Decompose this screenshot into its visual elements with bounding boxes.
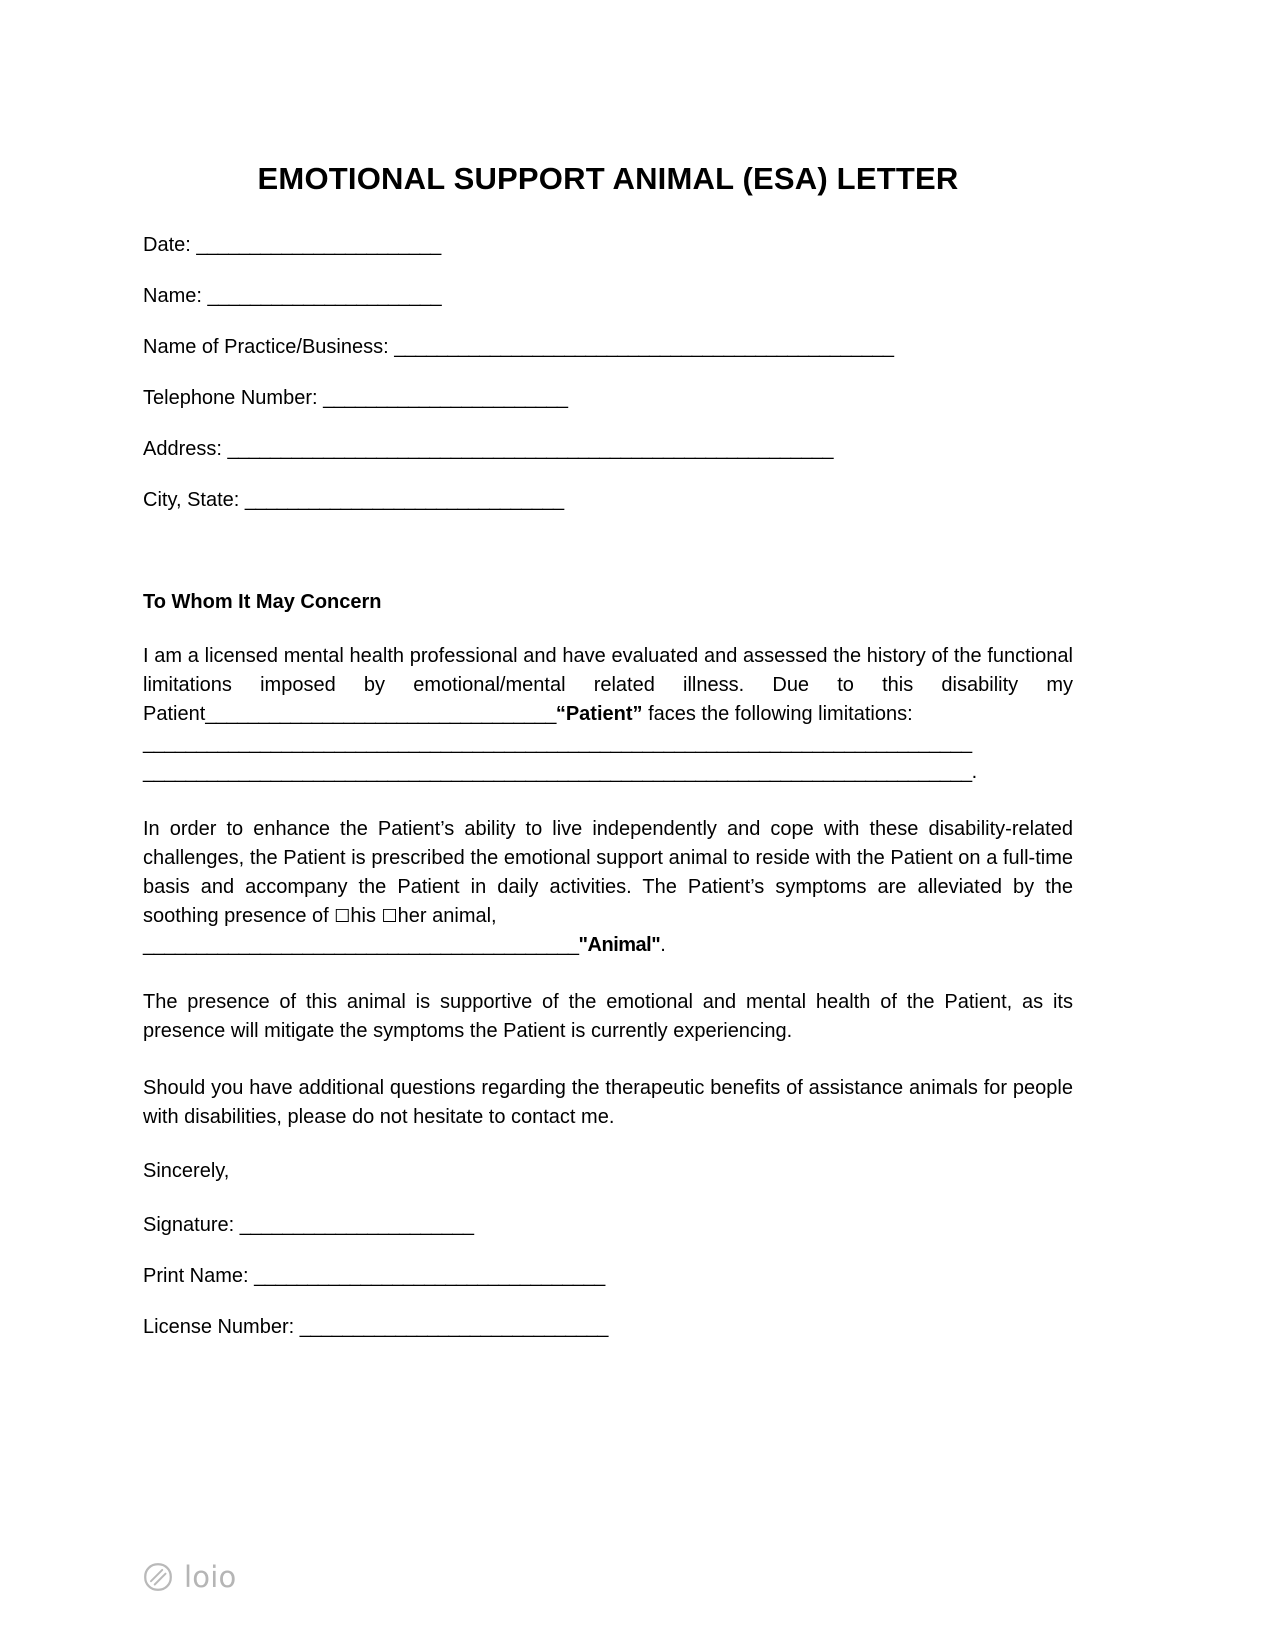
field-row-license-number bbox=[143, 1315, 1073, 1340]
field-label-practice-business: Name of Practice/Business: bbox=[143, 336, 389, 359]
field-blank-city-state[interactable]: ______________________________ bbox=[244, 489, 564, 512]
paragraph-1-quoted-term: “Patient” bbox=[555, 703, 643, 726]
header-fields-group bbox=[143, 233, 1073, 513]
document-content bbox=[143, 0, 1073, 1366]
field-label-address: Address: bbox=[143, 438, 222, 461]
paragraph-1-text-b: faces the following limitations: bbox=[642, 703, 913, 726]
field-label-print-name: Print Name: bbox=[143, 1265, 249, 1288]
field-row-practice-business bbox=[143, 335, 1073, 360]
paragraph-1-rule-2[interactable] bbox=[143, 758, 1073, 787]
checkbox-his-label: his bbox=[350, 905, 376, 928]
paragraph-2-blank-row bbox=[143, 931, 1073, 960]
paragraph-1-blank[interactable]: _________________________________ bbox=[205, 703, 556, 726]
field-blank-signature[interactable]: ______________________ bbox=[239, 1214, 474, 1237]
page-title: EMOTIONAL SUPPORT ANIMAL (ESA) LETTER bbox=[257, 161, 959, 196]
body-paragraph-1 bbox=[143, 642, 1073, 787]
salutation: To Whom It May Concern bbox=[143, 591, 382, 614]
field-row-signature bbox=[143, 1213, 1073, 1238]
field-blank-practice-business[interactable]: _______________________________________________ bbox=[394, 336, 894, 359]
checkbox-her-label: her bbox=[397, 905, 427, 928]
field-row-name bbox=[143, 284, 1073, 309]
section-spacer bbox=[143, 539, 1073, 591]
field-blank-license-number[interactable]: _____________________________ bbox=[299, 1316, 608, 1339]
paragraph-1-rule-1[interactable]: ______________________________________________________________________________ bbox=[143, 732, 972, 755]
checkbox-his-icon[interactable]: ☐ bbox=[334, 906, 351, 928]
paragraph-1-text-a: I am a licensed mental health professional and have evaluated and assessed the history of the functional limitations imposed by emotional/mental related illness. Due to this disability my Patient bbox=[143, 645, 1073, 726]
field-blank-print-name[interactable]: _________________________________ bbox=[254, 1265, 605, 1288]
paragraph-1-period: . bbox=[971, 761, 977, 784]
field-label-telephone: Telephone Number: bbox=[143, 387, 318, 410]
loio-logo-text: loio bbox=[184, 1559, 237, 1594]
checkbox-her-icon[interactable]: ☐ bbox=[381, 906, 398, 928]
signature-fields-group bbox=[143, 1213, 1073, 1340]
field-label-name: Name: bbox=[143, 285, 202, 308]
field-row-city-state bbox=[143, 488, 1073, 513]
body-paragraph-4: Should you have additional questions regarding the therapeutic benefits of assistance animals for people with disabilities, please do not hesitate to contact me. bbox=[143, 1077, 1073, 1129]
field-row-date bbox=[143, 233, 1073, 258]
paragraph-1-rule-2-line: ______________________________________________________________________________ bbox=[143, 761, 972, 784]
closing-line: Sincerely, bbox=[143, 1160, 230, 1183]
paragraph-2-quoted-term: "Animal" bbox=[578, 934, 661, 957]
field-blank-address[interactable]: _________________________________________________________ bbox=[227, 438, 834, 461]
field-label-date: Date: bbox=[143, 234, 191, 257]
field-label-signature: Signature: bbox=[143, 1214, 235, 1237]
loio-logo-icon bbox=[143, 1562, 173, 1592]
paragraph-2-text-b: animal, bbox=[426, 905, 497, 928]
field-blank-date[interactable]: _______________________ bbox=[196, 234, 441, 257]
field-row-telephone bbox=[143, 386, 1073, 411]
field-row-address bbox=[143, 437, 1073, 462]
footer-branding bbox=[143, 1559, 237, 1594]
field-label-city-state: City, State: bbox=[143, 489, 240, 512]
field-blank-name[interactable]: ______________________ bbox=[207, 285, 442, 308]
paragraph-2-blank[interactable]: _________________________________________ bbox=[143, 934, 579, 957]
body-paragraph-3: The presence of this animal is supportive of the emotional and mental health of the Patient, as its presence will mitigate the symptoms the Patient is currently experiencing. bbox=[143, 991, 1073, 1043]
paragraph-2-period: . bbox=[660, 934, 666, 957]
field-row-print-name bbox=[143, 1264, 1073, 1289]
body-paragraph-2 bbox=[143, 815, 1073, 960]
paragraph-2-text-a: In order to enhance the Patient’s ability to live independently and cope with these disability-related challenges, the Patient is prescribed the emotional support animal to reside with the Patient on a full-time basis and accompany the Patient in daily activities. The Patient’s symptoms are alleviated by the soothing presence of bbox=[143, 818, 1073, 928]
field-label-license-number: License Number: bbox=[143, 1316, 295, 1339]
field-blank-telephone[interactable]: _______________________ bbox=[323, 387, 568, 410]
